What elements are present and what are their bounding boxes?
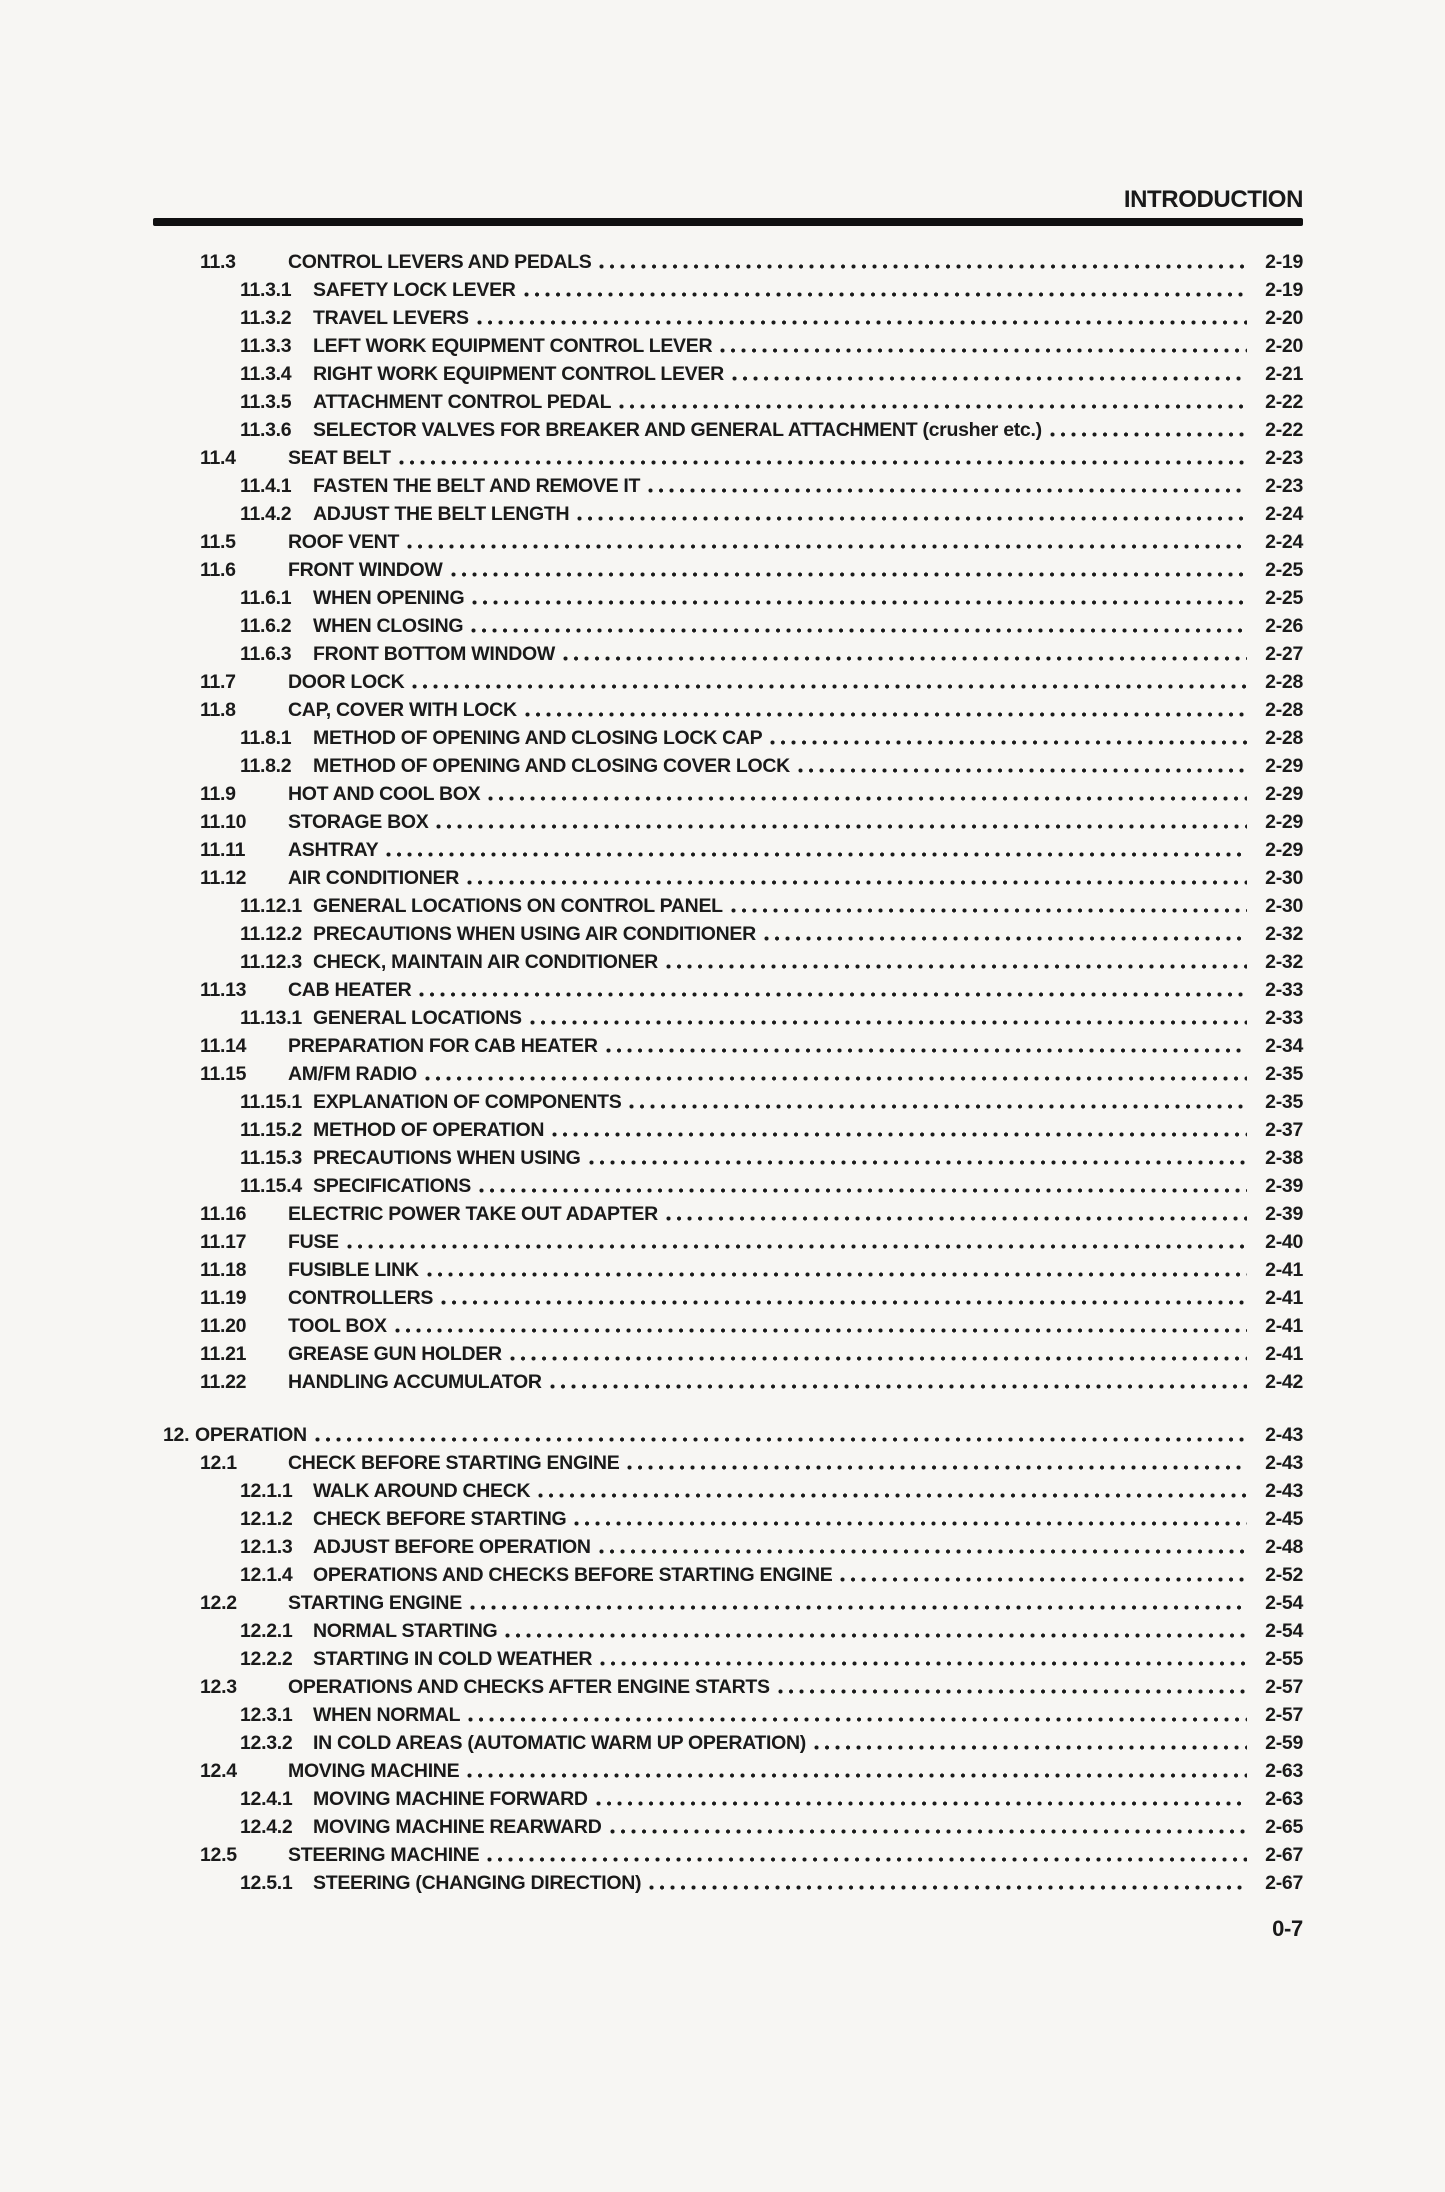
dot-leader [470, 1605, 1247, 1610]
dot-leader [1050, 432, 1247, 437]
dot-leader [764, 936, 1247, 941]
toc-entry-number: 11.3.3 [240, 335, 292, 357]
toc-entry-page: 2-28 [1265, 727, 1303, 749]
toc-entry-page: 2-22 [1265, 419, 1303, 441]
toc-entry-page: 2-38 [1265, 1147, 1303, 1169]
toc-entry-title: ROOF VENT [288, 531, 400, 553]
toc-entry-number: 11.12.2 [240, 923, 302, 945]
toc-entry-title: SEAT BELT [288, 447, 391, 469]
toc-entry [0, 724, 1445, 752]
toc-entry-number: 12.2 [200, 1592, 237, 1614]
toc-entry [0, 920, 1445, 948]
toc-entry-page: 2-30 [1265, 895, 1303, 917]
toc-entry-title: ADJUST BEFORE OPERATION [313, 1536, 591, 1558]
toc-entry-page: 2-48 [1265, 1536, 1303, 1558]
toc-entry-title: MOVING MACHINE [288, 1760, 460, 1782]
toc-entry-title: METHOD OF OPENING AND CLOSING COVER LOCK [313, 755, 790, 777]
toc-entry-page: 2-24 [1265, 531, 1303, 553]
toc-entry-number: 11.15 [200, 1063, 247, 1085]
toc-entry-page: 2-29 [1265, 783, 1303, 805]
toc-entry-title: STARTING ENGINE [288, 1592, 462, 1614]
toc-entry-number: 11.8.2 [240, 755, 292, 777]
toc-entry-page: 2-57 [1265, 1704, 1303, 1726]
toc-entry-page: 2-57 [1265, 1676, 1303, 1698]
toc-entry [0, 1477, 1445, 1505]
toc-entry-title: RIGHT WORK EQUIPMENT CONTROL LEVER [313, 363, 724, 385]
toc-entry-number: 12.4.1 [240, 1788, 293, 1810]
toc-entry [0, 696, 1445, 724]
toc-entry-title: PRECAUTIONS WHEN USING [313, 1147, 581, 1169]
toc-entry [0, 1421, 1445, 1449]
toc-entry [0, 584, 1445, 612]
toc-entry [0, 304, 1445, 332]
toc-entry-number: 11.6.2 [240, 615, 292, 637]
toc-entry-page: 2-39 [1265, 1175, 1303, 1197]
dot-leader [648, 488, 1247, 493]
toc-entry [0, 1312, 1445, 1340]
toc-entry-title: SPECIFICATIONS [313, 1175, 471, 1197]
toc-entry-page: 2-33 [1265, 979, 1303, 1001]
toc-entry [0, 1785, 1445, 1813]
toc-entry [0, 1701, 1445, 1729]
toc-entry-page: 2-20 [1265, 307, 1303, 329]
dot-leader [770, 740, 1247, 745]
toc-entry-number: 11.18 [200, 1259, 247, 1281]
toc-entry-number: 11.8 [200, 699, 236, 721]
toc-entry-number: 12.3 [200, 1676, 237, 1698]
dot-leader [619, 404, 1247, 409]
toc-entry [0, 1340, 1445, 1368]
toc-entry-page: 2-63 [1265, 1788, 1303, 1810]
toc-entry-title: WALK AROUND CHECK [313, 1480, 531, 1502]
toc-entry-number: 12.5.1 [240, 1872, 293, 1894]
dot-leader [395, 1328, 1247, 1333]
dot-leader [627, 1465, 1247, 1470]
toc-entry-page: 2-41 [1265, 1287, 1303, 1309]
toc-entry-title: CONTROL LEVERS AND PEDALS [288, 251, 592, 273]
dot-leader [563, 656, 1247, 661]
toc-entry [0, 1533, 1445, 1561]
dot-leader [407, 544, 1247, 549]
toc-entry [0, 1813, 1445, 1841]
toc-entry-number: 11.4 [200, 447, 236, 469]
toc-entry-title: PREPARATION FOR CAB HEATER [288, 1035, 598, 1057]
toc-entry-number: 11.4.2 [240, 503, 292, 525]
toc-entry [0, 864, 1445, 892]
toc-entry-title: TOOL BOX [288, 1315, 387, 1337]
toc-entry-page: 2-23 [1265, 447, 1303, 469]
dot-leader [427, 1272, 1247, 1277]
toc-entry [0, 276, 1445, 304]
toc-entry [0, 500, 1445, 528]
toc-entry [0, 1004, 1445, 1032]
toc-entry [0, 1449, 1445, 1477]
dot-leader [347, 1244, 1247, 1249]
toc-entry [0, 416, 1445, 444]
toc-entry-page: 2-29 [1265, 839, 1303, 861]
toc-entry [0, 668, 1445, 696]
toc-entry [0, 1032, 1445, 1060]
toc-entry [0, 444, 1445, 472]
toc-entry-number: 11.4.1 [240, 475, 292, 497]
toc-entry [0, 1673, 1445, 1701]
toc-entry [0, 640, 1445, 668]
toc-entry-title: OPERATIONS AND CHECKS AFTER ENGINE STARTS [288, 1676, 770, 1698]
toc-entry-page: 2-29 [1265, 811, 1303, 833]
toc-entry-page: 2-41 [1265, 1343, 1303, 1365]
dot-leader [577, 516, 1247, 521]
toc-entry-page: 2-67 [1265, 1844, 1303, 1866]
dot-leader [814, 1745, 1247, 1750]
toc-entry-title: STEERING (CHANGING DIRECTION) [313, 1872, 642, 1894]
toc-entry-number: 11.6 [200, 559, 236, 581]
toc-entry-page: 2-65 [1265, 1816, 1303, 1838]
toc-entry-number: 11.13.1 [240, 1007, 302, 1029]
dot-leader [451, 572, 1247, 577]
toc-entry-page: 2-35 [1265, 1091, 1303, 1113]
toc-entry [0, 1645, 1445, 1673]
toc-entry [0, 1729, 1445, 1757]
toc-entry-number: 11.15.2 [240, 1119, 302, 1141]
toc-entry [0, 1172, 1445, 1200]
dot-leader [479, 1188, 1247, 1193]
toc-entry-title: MOVING MACHINE REARWARD [313, 1816, 602, 1838]
toc-entry-page: 2-29 [1265, 755, 1303, 777]
toc-entry-number: 11.7 [200, 671, 236, 693]
dot-leader [505, 1633, 1247, 1638]
dot-leader [412, 684, 1247, 689]
toc-entry [0, 612, 1445, 640]
toc-entry-number: 11.15.4 [240, 1175, 302, 1197]
dot-leader [599, 1549, 1247, 1554]
toc-entry-page: 2-33 [1265, 1007, 1303, 1029]
dot-leader [610, 1829, 1248, 1834]
toc-entry-page: 2-32 [1265, 923, 1303, 945]
toc-entry [0, 1589, 1445, 1617]
dot-leader [467, 880, 1247, 885]
toc-entry-number: 12.3.2 [240, 1732, 293, 1754]
dot-leader [467, 1773, 1247, 1778]
toc-entry-page: 2-27 [1265, 643, 1303, 665]
page-header-title: INTRODUCTION [1123, 186, 1303, 213]
toc-entry [0, 752, 1445, 780]
dot-leader [731, 908, 1247, 913]
dot-leader [600, 1661, 1247, 1666]
dot-leader [488, 796, 1247, 801]
toc-entry [0, 248, 1445, 276]
toc-entry-page: 2-28 [1265, 671, 1303, 693]
toc-entry-page: 2-43 [1265, 1424, 1303, 1446]
toc-entry-page: 2-41 [1265, 1315, 1303, 1337]
toc-entry [0, 1228, 1445, 1256]
toc-entry [0, 332, 1445, 360]
table-of-contents [0, 248, 1445, 1897]
toc-entry-title: WHEN NORMAL [313, 1704, 461, 1726]
toc-entry-title: EXPLANATION OF COMPONENTS [313, 1091, 622, 1113]
toc-entry-number: 11.20 [200, 1315, 247, 1337]
dot-leader [720, 348, 1247, 353]
toc-entry-number: 11.13 [200, 979, 247, 1001]
toc-entry-title: WHEN CLOSING [313, 615, 464, 637]
dot-leader [778, 1689, 1247, 1694]
toc-group [0, 248, 1445, 1396]
dot-leader [477, 320, 1247, 325]
dot-leader [732, 376, 1247, 381]
dot-leader [436, 824, 1247, 829]
toc-entry-number: 12.1.4 [240, 1564, 293, 1586]
toc-entry-number: 12.5 [200, 1844, 237, 1866]
toc-entry-number: 11.11 [200, 839, 246, 861]
toc-entry-page: 2-20 [1265, 335, 1303, 357]
toc-entry [0, 472, 1445, 500]
toc-entry-number: 11.22 [200, 1371, 247, 1393]
toc-entry-number: 11.3.2 [240, 307, 292, 329]
toc-entry-number: 11.6.3 [240, 643, 292, 665]
toc-entry-page: 2-39 [1265, 1203, 1303, 1225]
toc-entry-number: 11.16 [200, 1203, 247, 1225]
toc-entry-number: 11.12.3 [240, 951, 302, 973]
toc-entry-title: HANDLING ACCUMULATOR [288, 1371, 542, 1393]
toc-entry-page: 2-19 [1265, 279, 1303, 301]
toc-entry-title: STEERING MACHINE [288, 1844, 480, 1866]
toc-entry-title: OPERATIONS AND CHECKS BEFORE STARTING ENGINE [313, 1564, 833, 1586]
toc-entry-title: FUSE [288, 1231, 339, 1253]
dot-leader [315, 1437, 1247, 1442]
dot-leader [606, 1048, 1247, 1053]
toc-entry [0, 528, 1445, 556]
toc-entry-title: FUSIBLE LINK [288, 1259, 419, 1281]
dot-leader [840, 1577, 1247, 1582]
toc-entry-page: 2-54 [1265, 1592, 1303, 1614]
toc-entry-number: 12.4.2 [240, 1816, 293, 1838]
toc-entry-page: 2-21 [1265, 363, 1303, 385]
toc-entry-number: 11.15.3 [240, 1147, 302, 1169]
toc-entry-number: 11.12 [200, 867, 247, 889]
toc-entry-title: IN COLD AREAS (AUTOMATIC WARM UP OPERATION) [313, 1732, 807, 1754]
toc-entry-page: 2-43 [1265, 1452, 1303, 1474]
toc-entry-title: METHOD OF OPERATION [313, 1119, 545, 1141]
toc-entry [0, 556, 1445, 584]
toc-entry-number: 11.14 [200, 1035, 247, 1057]
toc-entry-page: 2-23 [1265, 475, 1303, 497]
dot-leader [419, 992, 1247, 997]
toc-entry-title: STARTING IN COLD WEATHER [313, 1648, 593, 1670]
toc-entry-number: 11.3.6 [240, 419, 292, 441]
toc-entry-title: CAP, COVER WITH LOCK [288, 699, 517, 721]
toc-entry-page: 2-40 [1265, 1231, 1303, 1253]
toc-entry-title: WHEN OPENING [313, 587, 465, 609]
dot-leader [599, 264, 1247, 269]
toc-group [0, 1421, 1445, 1897]
toc-entry [0, 1060, 1445, 1088]
toc-entry-number: 12.1.3 [240, 1536, 293, 1558]
toc-entry-title: ATTACHMENT CONTROL PEDAL [313, 391, 612, 413]
toc-entry-number: 12.1.2 [240, 1508, 293, 1530]
dot-leader [649, 1885, 1247, 1890]
dot-leader [798, 768, 1247, 773]
dot-leader [589, 1160, 1248, 1165]
toc-entry-number: 12.4 [200, 1760, 237, 1782]
dot-leader [552, 1132, 1247, 1137]
toc-entry-page: 2-55 [1265, 1648, 1303, 1670]
dot-leader [538, 1493, 1247, 1498]
toc-entry-number: 11.21 [200, 1343, 247, 1365]
dot-leader [596, 1801, 1247, 1806]
toc-entry-number: 11.12.1 [240, 895, 302, 917]
toc-entry-title: AM/FM RADIO [288, 1063, 417, 1085]
toc-entry-number: 12.1 [200, 1452, 237, 1474]
toc-entry [0, 1561, 1445, 1589]
dot-leader [472, 600, 1247, 605]
dot-leader [530, 1020, 1247, 1025]
dot-leader [666, 964, 1247, 969]
toc-entry-title: GREASE GUN HOLDER [288, 1343, 502, 1365]
toc-entry-page: 2-24 [1265, 503, 1303, 525]
toc-entry-number: 12.2.1 [240, 1620, 293, 1642]
dot-leader [550, 1384, 1247, 1389]
toc-entry-title: LEFT WORK EQUIPMENT CONTROL LEVER [313, 335, 713, 357]
toc-entry-title: FRONT WINDOW [288, 559, 443, 581]
dot-leader [386, 852, 1247, 857]
toc-entry [0, 360, 1445, 388]
toc-entry [0, 1116, 1445, 1144]
dot-leader [425, 1076, 1247, 1081]
toc-entry-page: 2-19 [1265, 251, 1303, 273]
toc-entry [0, 1841, 1445, 1869]
toc-entry-page: 2-26 [1265, 615, 1303, 637]
toc-entry-page: 2-41 [1265, 1259, 1303, 1281]
toc-entry [0, 1200, 1445, 1228]
dot-leader [441, 1300, 1247, 1305]
dot-leader [399, 460, 1247, 465]
toc-entry [0, 948, 1445, 976]
toc-entry-page: 2-22 [1265, 391, 1303, 413]
toc-entry-title: GENERAL LOCATIONS ON CONTROL PANEL [313, 895, 723, 917]
dot-leader [666, 1216, 1247, 1221]
toc-entry-page: 2-52 [1265, 1564, 1303, 1586]
toc-entry-page: 2-25 [1265, 587, 1303, 609]
dot-leader [629, 1104, 1247, 1109]
toc-entry [0, 1088, 1445, 1116]
toc-entry-page: 2-43 [1265, 1480, 1303, 1502]
toc-entry-number: 11.3.5 [240, 391, 292, 413]
toc-entry-number: 11.6.1 [240, 587, 292, 609]
toc-entry [0, 892, 1445, 920]
toc-entry-number: 12.3.1 [240, 1704, 293, 1726]
toc-entry-title: SAFETY LOCK LEVER [313, 279, 516, 301]
toc-entry [0, 1256, 1445, 1284]
toc-entry-title: CHECK BEFORE STARTING [313, 1508, 567, 1530]
toc-entry-title: FRONT BOTTOM WINDOW [313, 643, 555, 665]
toc-entry-title: PRECAUTIONS WHEN USING AIR CONDITIONER [313, 923, 756, 945]
toc-entry-title: SELECTOR VALVES FOR BREAKER AND GENERAL ATTACHMENT (crusher etc.) [313, 419, 1042, 441]
dot-leader [525, 712, 1247, 717]
dot-leader [524, 292, 1247, 297]
toc-entry-page: 2-59 [1265, 1732, 1303, 1754]
page-number: 0-7 [1272, 1916, 1303, 1941]
toc-entry-number: 12.1.1 [240, 1480, 293, 1502]
toc-entry [0, 1617, 1445, 1645]
toc-entry-page: 2-34 [1265, 1035, 1303, 1057]
toc-entry-number: 11.19 [200, 1287, 247, 1309]
toc-entry-page: 2-35 [1265, 1063, 1303, 1085]
toc-entry-page: 2-25 [1265, 559, 1303, 581]
toc-entry-title: OPERATION [195, 1424, 307, 1446]
toc-entry [0, 1144, 1445, 1172]
toc-entry-page: 2-37 [1265, 1119, 1303, 1141]
toc-entry-number: 11.3 [200, 251, 236, 273]
toc-entry-title: GENERAL LOCATIONS [313, 1007, 522, 1029]
toc-entry [0, 1368, 1445, 1396]
header-rule [153, 218, 1303, 226]
toc-entry-title: CONTROLLERS [288, 1287, 434, 1309]
toc-entry-title: ELECTRIC POWER TAKE OUT ADAPTER [288, 1203, 658, 1225]
toc-entry-page: 2-54 [1265, 1620, 1303, 1642]
toc-entry-title: FASTEN THE BELT AND REMOVE IT [313, 475, 641, 497]
toc-entry-title: CHECK BEFORE STARTING ENGINE [288, 1452, 620, 1474]
toc-entry [0, 1757, 1445, 1785]
toc-entry [0, 808, 1445, 836]
toc-entry [0, 1284, 1445, 1312]
dot-leader [471, 628, 1247, 633]
toc-entry-number: 11.8.1 [240, 727, 292, 749]
toc-entry-number: 11.5 [200, 531, 236, 553]
dot-leader [510, 1356, 1247, 1361]
toc-entry-number: 11.17 [200, 1231, 247, 1253]
toc-entry-title: DOOR LOCK [288, 671, 405, 693]
toc-entry-title: MOVING MACHINE FORWARD [313, 1788, 588, 1810]
toc-entry-title: ADJUST THE BELT LENGTH [313, 503, 570, 525]
toc-entry-number: 11.15.1 [240, 1091, 302, 1113]
toc-entry-page: 2-28 [1265, 699, 1303, 721]
toc-entry-page: 2-63 [1265, 1760, 1303, 1782]
dot-leader [468, 1717, 1247, 1722]
toc-entry-title: NORMAL STARTING [313, 1620, 498, 1642]
toc-entry [0, 976, 1445, 1004]
toc-entry-page: 2-45 [1265, 1508, 1303, 1530]
toc-entry [0, 1869, 1445, 1897]
toc-entry [0, 836, 1445, 864]
toc-entry-title: ASHTRAY [288, 839, 379, 861]
toc-entry [0, 780, 1445, 808]
dot-leader [487, 1857, 1247, 1862]
toc-entry-title: CHECK, MAINTAIN AIR CONDITIONER [313, 951, 658, 973]
toc-entry-title: CAB HEATER [288, 979, 412, 1001]
toc-entry-title: STORAGE BOX [288, 811, 429, 833]
toc-entry-number: 11.10 [200, 811, 247, 833]
toc-entry-title: AIR CONDITIONER [288, 867, 460, 889]
toc-entry-page: 2-32 [1265, 951, 1303, 973]
toc-entry-number: 12.2.2 [240, 1648, 293, 1670]
toc-entry-page: 2-67 [1265, 1872, 1303, 1894]
toc-entry-number: 11.9 [200, 783, 236, 805]
toc-entry-title: METHOD OF OPENING AND CLOSING LOCK CAP [313, 727, 763, 749]
toc-entry [0, 388, 1445, 416]
toc-entry-number: 11.3.4 [240, 363, 292, 385]
toc-entry-number: 11.3.1 [240, 279, 292, 301]
toc-entry-page: 2-42 [1265, 1371, 1303, 1393]
dot-leader [574, 1521, 1247, 1526]
toc-entry-number: 12. [163, 1424, 190, 1446]
toc-entry [0, 1505, 1445, 1533]
toc-entry-title: TRAVEL LEVERS [313, 307, 469, 329]
toc-entry-page: 2-30 [1265, 867, 1303, 889]
toc-entry-title: HOT AND COOL BOX [288, 783, 481, 805]
